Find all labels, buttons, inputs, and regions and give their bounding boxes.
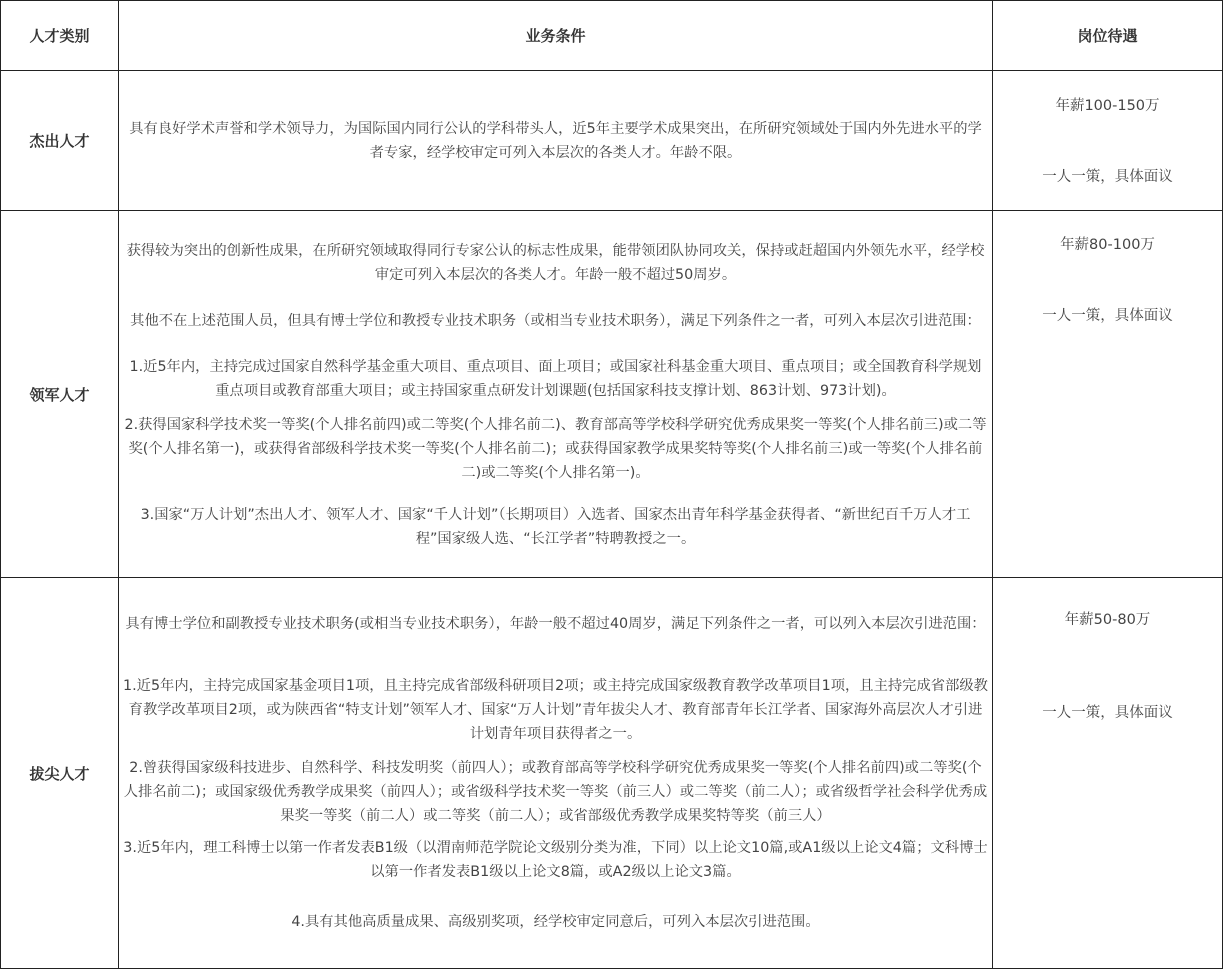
condition-text: 1.近5年内，主持完成过国家自然科学基金重大项目、重点项目、面上项目；或国家社科基金重大项目、重点项目；或全国教育科学规划重点项目或教育部重大项目；或主持国家重点研发计划课题(包括国家科技支撑计划、863计划、973计划)。 (129, 359, 982, 399)
salary-text: 年薪50-80万 (1064, 612, 1151, 628)
conditions-cell (119, 71, 993, 211)
condition-text: 获得较为突出的创新性成果，在所研究领域取得同行专家公认的标志性成果，能带领团队协同攻关，保持或赶超国内外领先水平，经学校审定可列入本层次的各类人才。年龄一般不超过50周岁。 (126, 243, 985, 283)
conditions-cell (119, 578, 993, 969)
condition-text: 其他不在上述范围人员，但具有博士学位和教授专业技术职务（或相当专业技术职务），满足下列条件之一者，可列入本层次引进范围： (130, 313, 981, 329)
conditions-cell (119, 211, 993, 578)
header-category: 人才类别 (1, 1, 119, 71)
condition-text: 2.曾获得国家级科技进步、自然科学、科技发明奖（前四人）；或教育部高等学校科学研究优秀成果奖一等奖(个人排名前四)或二等奖(个人排名前二)；或国家级优秀教学成果奖（前四人）；或省级科学技术奖一等奖（前三人）或二等奖（前二人）；或省级哲学社会科学优秀成果奖一等奖（前二人）或二等奖（前二人）；或省部级优秀教学成果奖特等奖（前三人） (123, 760, 988, 824)
condition-text: 3.近5年内，理工科博士以第一作者发表B1级（以渭南师范学院论文级别分类为准，下同）以上论文10篇,或A1级以上论文4篇；文科博士以第一作者发表B1级以上论文8篇，或A2级以上论文3篇。 (123, 840, 988, 880)
condition-text: 3.国家“万人计划”杰出人才、领军人才、国家“千人计划”（长期项目）入选者、国家杰出青年科学基金获得者、“新世纪百千万人才工程”国家级人选、“长江学者”特聘教授之一。 (140, 507, 971, 547)
table-row (1, 578, 1223, 969)
treatment-cell (993, 71, 1223, 211)
condition-text: 1.近5年内，主持完成国家基金项目1项，且主持完成省部级科研项目2项；或主持完成国家级教育教学改革项目1项，且主持完成省部级教育教学改革项目2项，或为陕西省“特支计划”领军人才、国家“万人计划”青年拔尖人才、教育部青年长江学者、国家海外高层次人才引进计划青年项目获得者之一。 (123, 678, 988, 742)
header-treatment: 岗位待遇 (993, 1, 1223, 71)
header-conditions: 业务条件 (119, 1, 993, 71)
category-cell: 拔尖人才 (1, 578, 119, 969)
table-row (1, 71, 1223, 211)
salary-text: 年薪100-150万 (1055, 97, 1160, 114)
category-cell: 领军人才 (1, 211, 119, 578)
category-cell: 杰出人才 (1, 71, 119, 211)
condition-text: 具有博士学位和副教授专业技术职务(或相当专业技术职务），年龄一般不超过40周岁，满足下列条件之一者，可以列入本层次引进范围： (125, 616, 986, 632)
policy-text: 一人一策，具体面议 (1042, 168, 1173, 185)
condition-text: 4.具有其他高质量成果、高级别奖项，经学校审定同意后，可列入本层次引进范围。 (291, 914, 820, 930)
table-row (1, 211, 1223, 578)
treatment-cell (993, 211, 1223, 578)
header-row (1, 1, 1223, 71)
policy-text: 一人一策，具体面议 (1042, 705, 1173, 721)
treatment-cell (993, 578, 1223, 969)
condition-text: 2.获得国家科学技术奖一等奖(个人排名前四)或二等奖(个人排名前二)、教育部高等学校科学研究优秀成果奖一等奖(个人排名前三)或二等奖(个人排名第一)，或获得省部级科学技术奖一等奖(个人排名前二)；或获得国家教学成果奖特等奖(个人排名前三)或一等奖(个人排名前二)或二等奖(个人排名第一)。 (124, 417, 987, 481)
salary-text: 年薪80-100万 (1060, 237, 1155, 253)
policy-text: 一人一策，具体面议 (1042, 308, 1173, 324)
condition-text: 具有良好学术声誉和学术领导力，为国际国内同行公认的学科带头人，近5年主要学术成果突出，在所研究领域处于国内外先进水平的学者专家，经学校审定可列入本层次的各类人才。年龄不限。 (129, 120, 982, 161)
